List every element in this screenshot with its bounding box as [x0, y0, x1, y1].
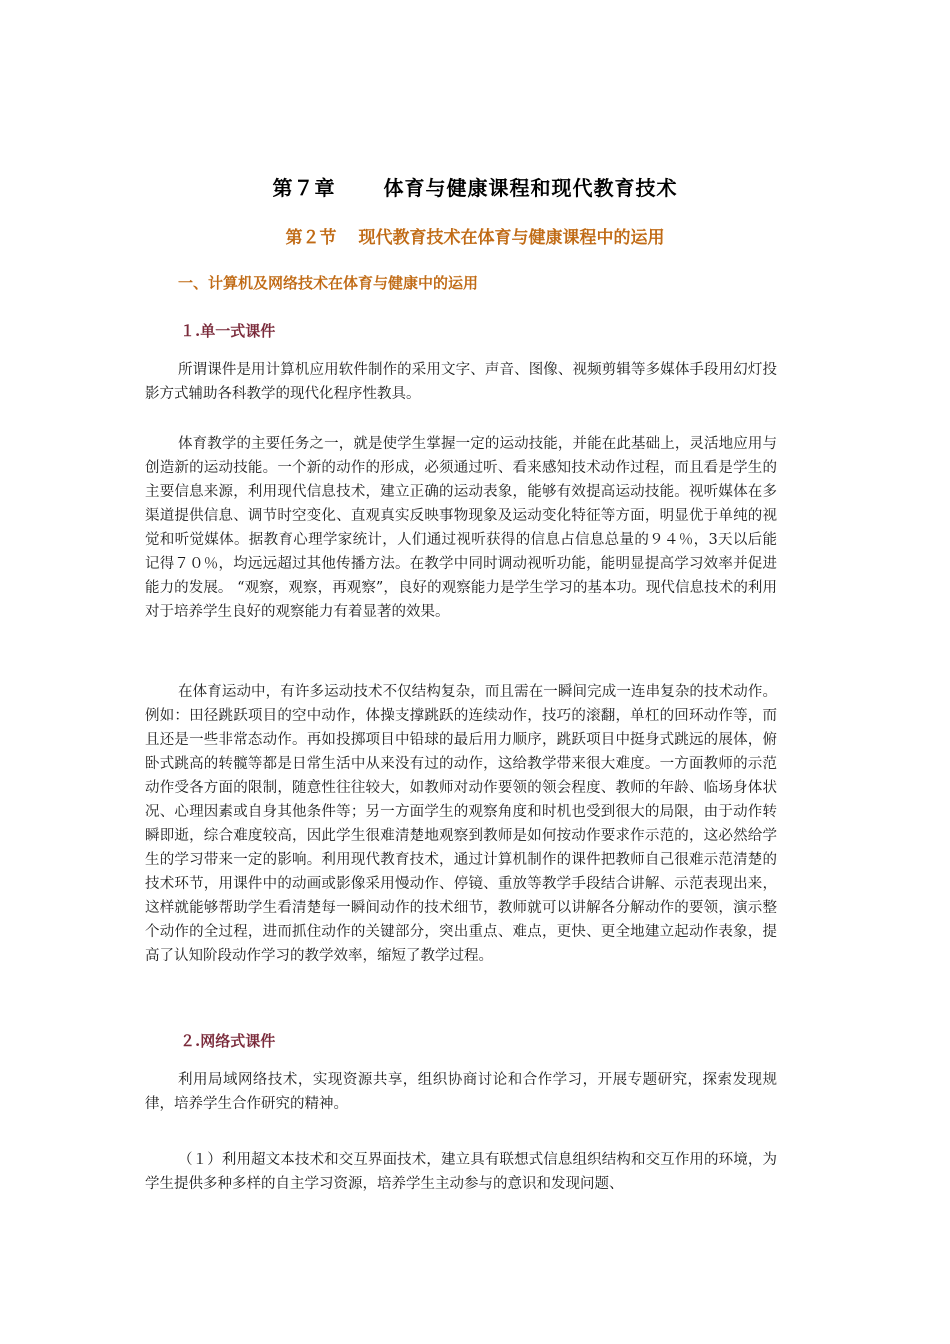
chapter-name: 体育与健康课程和现代教育技术: [383, 176, 678, 200]
subheading-network-courseware: ２.网络式课件: [180, 1032, 276, 1050]
heading-level-1: 一、计算机及网络技术在体育与健康中的运用: [178, 274, 479, 292]
paragraph: 体育教学的主要任务之一，就是使学生掌握一定的运动技能，并能在此基础上，灵活地应用与创造新的运动技能。一个新的动作的形成，必须通过听、看来感知技术动作过程，而且看是学生的主要信息来源，利用现代信息技术，建立正确的运动表象，能够有效提高运动技能。视听媒体在多渠道提供信息、调节时空变化、直观真实反映事物现象及运动变化特征等方面，明显优于单纯的视觉和听觉媒体。据教育心理学家统计，人们通过视听获得的信息占信息总量的９４％，3天以后能记得７０％，均远远超过其他传播方法。在教学中同时调动视听功能，能明显提高学习效率并促进能力的发展。 “观察，观察，再观察”，良好的观察能力是学生学习的基本功。现代信息技术的利用对于培养学生良好的观察能力有着显著的效果。: [145, 436, 777, 620]
chapter-title: [0, 172, 950, 201]
subheading-single-courseware: １.单一式课件: [180, 322, 276, 340]
paragraph: 所谓课件是用计算机应用软件制作的采用文字、声音、图像、视频剪辑等多媒体手段用幻灯投影方式辅助各科教学的现代化程序性教具。: [145, 362, 777, 402]
section-number: 第２节: [285, 228, 337, 248]
paragraph: 在体育运动中，有许多运动技术不仅结构复杂，而且需在一瞬间完成一连串复杂的技术动作。例如：田径跳跃项目的空中动作，体操支撑跳跃的连续动作，技巧的滚翻，单杠的回环动作等，而且还是一些非常态动作。再如投掷项目中铅球的最后用力顺序，跳跃项目中挺身式跳远的展体，俯卧式跳高的转髋等都是日常生活中从来没有过的动作，这给教学带来很大难度。一方面教师的示范动作受各方面的限制，随意性往往较大，如教师对动作要领的领会程度、教师的年龄、临场身体状况、心理因素或自身其他条件等；另一方面学生的观察角度和时机也受到很大的局限，由于动作转瞬即逝，综合难度较高，因此学生很难清楚地观察到教师是如何按动作要求作示范的，这必然给学生的学习带来一定的影响。利用现代教育技术，通过计算机制作的课件把教师自己很难示范清楚的技术环节，用课件中的动画或影像采用慢动作、停镜、重放等教学手段结合讲解、示范表现出来，这样就能够帮助学生看清楚每一瞬间动作的技术细节，教师就可以讲解各分解动作的要领，演示整个动作的全过程，进而抓住动作的关键部分，突出重点、难点，更快、更全地建立起动作表象，提高了认知阶段动作学习的教学效率，缩短了教学过程。: [145, 684, 777, 964]
section-name: 现代教育技术在体育与健康课程中的运用: [358, 228, 665, 248]
chapter-number: 第７章: [272, 176, 336, 200]
section-title: [0, 223, 950, 248]
paragraph: 利用局域网络技术，实现资源共享，组织协商讨论和合作学习，开展专题研究，探索发现规律，培养学生合作研究的精神。: [145, 1072, 777, 1112]
paragraph: （１）利用超文本技术和交互界面技术，建立具有联想式信息组织结构和交互作用的环境，为学生提供多种多样的自主学习资源，培养学生主动参与的意识和发现问题、: [145, 1152, 777, 1192]
